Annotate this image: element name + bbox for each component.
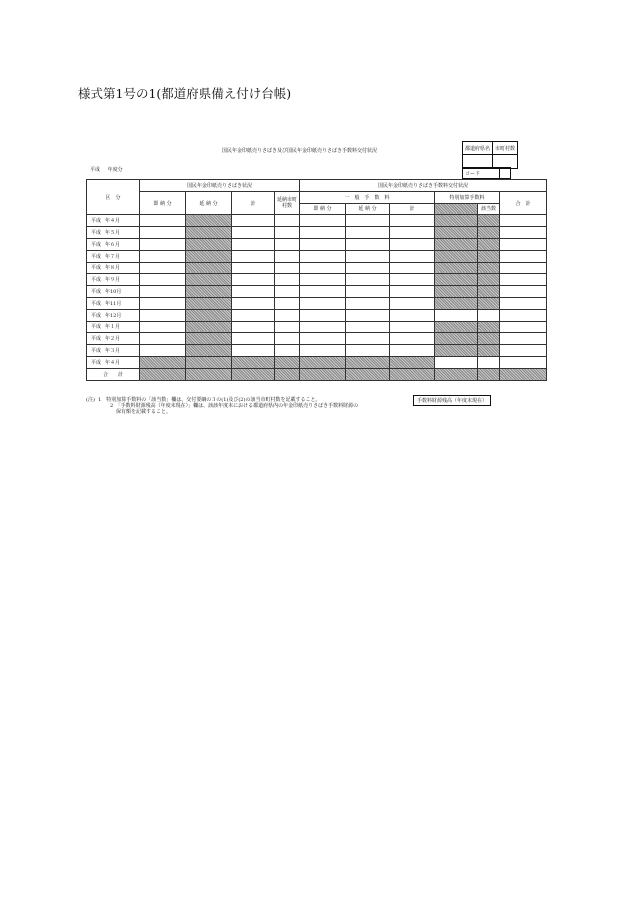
row-cell[interactable] bbox=[275, 250, 300, 262]
row-cell[interactable] bbox=[186, 309, 232, 321]
row-cell[interactable] bbox=[500, 286, 547, 298]
row-cell[interactable] bbox=[140, 309, 186, 321]
row-label bbox=[87, 227, 140, 239]
row-label bbox=[87, 356, 140, 368]
row-cell[interactable] bbox=[346, 286, 390, 298]
row-cell[interactable] bbox=[478, 227, 500, 239]
row-cell[interactable] bbox=[275, 238, 300, 250]
category-header: 区 分 bbox=[87, 180, 140, 215]
row-cell[interactable] bbox=[186, 297, 232, 309]
row-cell[interactable] bbox=[232, 309, 275, 321]
sheet-title: 国民年金印紙売りさばき及び国民年金印紙売りさばき手数料交付状況 bbox=[222, 148, 378, 154]
row-cell[interactable] bbox=[300, 321, 346, 333]
row-cell[interactable] bbox=[435, 356, 478, 368]
row-cell[interactable] bbox=[232, 297, 275, 309]
row-cell[interactable] bbox=[275, 309, 300, 321]
row-cell[interactable] bbox=[232, 274, 275, 286]
row-cell[interactable] bbox=[140, 356, 186, 368]
row-month: 年４月 bbox=[105, 359, 121, 366]
code-value[interactable] bbox=[500, 168, 511, 179]
row-cell[interactable] bbox=[346, 215, 390, 227]
form-title: 様式第1号の1(都道府県備え付け台帳) bbox=[78, 86, 292, 101]
row-cell[interactable] bbox=[140, 286, 186, 298]
row-era: 平成 bbox=[91, 312, 102, 319]
row-month: 年４月 bbox=[105, 218, 121, 225]
applicable-header: 該当数 bbox=[478, 203, 500, 215]
row-cell[interactable] bbox=[300, 227, 346, 239]
row-cell[interactable] bbox=[140, 262, 186, 274]
row-cell[interactable] bbox=[300, 356, 346, 368]
row-label bbox=[87, 333, 140, 345]
total-cell bbox=[300, 368, 346, 380]
code-label: コード bbox=[463, 168, 500, 179]
row-cell[interactable] bbox=[140, 238, 186, 250]
row-cell[interactable] bbox=[300, 345, 346, 357]
row-cell[interactable] bbox=[232, 286, 275, 298]
fee-immediate-header: 即 納 分 bbox=[300, 203, 346, 215]
row-cell[interactable] bbox=[346, 274, 390, 286]
row-cell[interactable] bbox=[275, 297, 300, 309]
row-cell[interactable] bbox=[186, 333, 232, 345]
row-cell[interactable] bbox=[478, 297, 500, 309]
grand-total-header: 合 計 bbox=[500, 191, 547, 215]
table-row bbox=[87, 345, 547, 357]
code-box bbox=[462, 167, 511, 179]
special-fee-amount-header bbox=[435, 203, 478, 215]
row-cell[interactable] bbox=[346, 238, 390, 250]
row-month: 年２月 bbox=[105, 336, 121, 343]
row-cell[interactable] bbox=[275, 286, 300, 298]
table-row bbox=[87, 238, 547, 250]
row-cell[interactable] bbox=[390, 309, 435, 321]
row-cell[interactable] bbox=[390, 250, 435, 262]
row-cell[interactable] bbox=[478, 333, 500, 345]
row-cell[interactable] bbox=[275, 227, 300, 239]
row-cell[interactable] bbox=[275, 356, 300, 368]
row-cell[interactable] bbox=[478, 250, 500, 262]
row-cell[interactable] bbox=[390, 321, 435, 333]
row-era: 平成 bbox=[91, 277, 102, 284]
row-cell[interactable] bbox=[346, 250, 390, 262]
row-label bbox=[87, 250, 140, 262]
table-row bbox=[87, 250, 547, 262]
total-cell bbox=[275, 368, 300, 380]
row-cell[interactable] bbox=[500, 238, 547, 250]
row-month: 年８月 bbox=[105, 265, 121, 272]
row-cell[interactable] bbox=[346, 345, 390, 357]
row-cell[interactable] bbox=[390, 262, 435, 274]
row-cell[interactable] bbox=[435, 286, 478, 298]
row-cell[interactable] bbox=[140, 345, 186, 357]
stamp-sales-header: 国民年金印紙売りさばき状況 bbox=[140, 180, 300, 192]
row-cell[interactable] bbox=[232, 333, 275, 345]
row-cell[interactable] bbox=[500, 227, 547, 239]
immediate-header: 即 納 分 bbox=[140, 191, 186, 215]
row-cell[interactable] bbox=[435, 321, 478, 333]
table-row bbox=[87, 227, 547, 239]
row-cell[interactable] bbox=[140, 250, 186, 262]
total-cell bbox=[390, 368, 435, 380]
row-cell[interactable] bbox=[232, 238, 275, 250]
row-cell[interactable] bbox=[300, 250, 346, 262]
prefecture-box bbox=[462, 141, 518, 169]
row-cell[interactable] bbox=[300, 262, 346, 274]
row-cell[interactable] bbox=[478, 262, 500, 274]
row-cell[interactable] bbox=[500, 345, 547, 357]
row-cell[interactable] bbox=[390, 274, 435, 286]
row-era: 平成 bbox=[91, 300, 102, 307]
row-cell[interactable] bbox=[390, 345, 435, 357]
row-cell[interactable] bbox=[232, 250, 275, 262]
row-cell[interactable] bbox=[232, 227, 275, 239]
row-cell[interactable] bbox=[140, 215, 186, 227]
row-cell[interactable] bbox=[390, 297, 435, 309]
row-cell[interactable] bbox=[500, 262, 547, 274]
fiscal-year bbox=[90, 168, 129, 173]
row-cell[interactable] bbox=[186, 227, 232, 239]
row-month: 年９月 bbox=[105, 277, 121, 284]
row-cell[interactable] bbox=[300, 297, 346, 309]
row-era: 平成 bbox=[91, 348, 102, 355]
row-month: 年５月 bbox=[105, 230, 121, 237]
row-label bbox=[87, 274, 140, 286]
row-cell[interactable] bbox=[232, 356, 275, 368]
row-label bbox=[87, 297, 140, 309]
row-cell[interactable] bbox=[500, 321, 547, 333]
total-cell bbox=[186, 368, 232, 380]
row-cell[interactable] bbox=[500, 297, 547, 309]
deferred-munis-header: 延納市町村数 bbox=[275, 191, 300, 215]
total-cell bbox=[232, 368, 275, 380]
row-label bbox=[87, 262, 140, 274]
notes-prefix: (注) bbox=[86, 397, 95, 403]
fee-deferred-header: 延 納 分 bbox=[346, 203, 390, 215]
table-row bbox=[87, 297, 547, 309]
row-cell[interactable] bbox=[478, 215, 500, 227]
table-row bbox=[87, 309, 547, 321]
fee-total-header: 計 bbox=[390, 203, 435, 215]
notes bbox=[86, 397, 358, 415]
row-cell[interactable] bbox=[346, 321, 390, 333]
row-cell[interactable] bbox=[232, 215, 275, 227]
row-cell[interactable] bbox=[478, 321, 500, 333]
row-month: 年11月 bbox=[105, 300, 122, 307]
row-cell[interactable] bbox=[140, 333, 186, 345]
row-cell[interactable] bbox=[435, 345, 478, 357]
row-cell[interactable] bbox=[186, 345, 232, 357]
row-cell[interactable] bbox=[435, 238, 478, 250]
row-cell[interactable] bbox=[435, 262, 478, 274]
row-cell[interactable] bbox=[186, 262, 232, 274]
row-cell[interactable] bbox=[275, 321, 300, 333]
row-label bbox=[87, 215, 140, 227]
row-era: 平成 bbox=[91, 253, 102, 260]
municipality-count-label: 市町村数 bbox=[493, 142, 518, 155]
row-cell[interactable] bbox=[300, 215, 346, 227]
row-cell[interactable] bbox=[140, 297, 186, 309]
row-cell[interactable] bbox=[232, 321, 275, 333]
row-month: 年７月 bbox=[105, 253, 121, 260]
table-row bbox=[87, 262, 547, 274]
row-month: 年６月 bbox=[105, 241, 121, 248]
row-cell[interactable] bbox=[435, 227, 478, 239]
row-cell[interactable] bbox=[435, 309, 478, 321]
table-row bbox=[87, 321, 547, 333]
row-label bbox=[87, 321, 140, 333]
row-cell[interactable] bbox=[140, 227, 186, 239]
row-cell[interactable] bbox=[390, 356, 435, 368]
total-row-label: 合 計 bbox=[87, 368, 140, 380]
general-fee-header: 一 般 手 数 料 bbox=[300, 191, 435, 203]
row-cell[interactable] bbox=[390, 333, 435, 345]
row-cell[interactable] bbox=[346, 297, 390, 309]
note-2-cont: 保有額を記載すること。 bbox=[116, 409, 172, 415]
row-cell[interactable] bbox=[390, 215, 435, 227]
total-cell bbox=[435, 368, 478, 380]
row-cell[interactable] bbox=[435, 333, 478, 345]
row-label bbox=[87, 238, 140, 250]
row-cell[interactable] bbox=[186, 250, 232, 262]
row-cell[interactable] bbox=[186, 215, 232, 227]
row-cell[interactable] bbox=[300, 238, 346, 250]
row-cell[interactable] bbox=[232, 262, 275, 274]
row-label bbox=[87, 345, 140, 357]
row-cell[interactable] bbox=[346, 262, 390, 274]
table-row bbox=[87, 215, 547, 227]
row-cell[interactable] bbox=[300, 286, 346, 298]
row-cell[interactable] bbox=[186, 238, 232, 250]
row-era: 平成 bbox=[91, 265, 102, 272]
table-row bbox=[87, 333, 547, 345]
note-1: 1 特別加算手数料の「該当数」欄は、交付要綱の３の(1)及び(2)の該当市町村数を記載すること。 bbox=[98, 397, 321, 403]
row-cell[interactable] bbox=[346, 356, 390, 368]
row-cell[interactable] bbox=[478, 345, 500, 357]
row-era: 平成 bbox=[91, 324, 102, 331]
deferred-header: 延 納 分 bbox=[186, 191, 232, 215]
ledger-table bbox=[86, 179, 547, 381]
row-cell[interactable] bbox=[300, 309, 346, 321]
row-cell[interactable] bbox=[275, 333, 300, 345]
row-label bbox=[87, 309, 140, 321]
row-cell[interactable] bbox=[478, 286, 500, 298]
row-era: 平成 bbox=[91, 289, 102, 296]
prefecture-label: 都道府県名 bbox=[463, 142, 493, 155]
row-cell[interactable] bbox=[478, 356, 500, 368]
row-cell[interactable] bbox=[435, 215, 478, 227]
fiscal-year-suffix: 年度分 bbox=[107, 167, 123, 173]
row-cell[interactable] bbox=[275, 345, 300, 357]
row-cell[interactable] bbox=[435, 274, 478, 286]
note-2: 2 「手数料財源残高（年度末現在）」欄は、該該年度末における都道府県内の年金印紙売りさばき手数料財源の bbox=[110, 403, 359, 409]
row-era: 平成 bbox=[91, 230, 102, 237]
row-era: 平成 bbox=[91, 359, 102, 366]
row-cell[interactable] bbox=[275, 262, 300, 274]
row-era: 平成 bbox=[91, 241, 102, 248]
row-cell[interactable] bbox=[500, 309, 547, 321]
row-cell[interactable] bbox=[500, 215, 547, 227]
row-cell[interactable] bbox=[478, 238, 500, 250]
row-cell[interactable] bbox=[390, 286, 435, 298]
row-era: 平成 bbox=[91, 336, 102, 343]
total-header: 計 bbox=[232, 191, 275, 215]
special-fee-header: 特別加算手数料 bbox=[435, 191, 500, 203]
fiscal-year-era: 平成 bbox=[90, 167, 101, 173]
row-cell[interactable] bbox=[390, 227, 435, 239]
row-label bbox=[87, 286, 140, 298]
row-cell[interactable] bbox=[478, 274, 500, 286]
row-cell[interactable] bbox=[500, 333, 547, 345]
row-cell[interactable] bbox=[346, 309, 390, 321]
row-cell[interactable] bbox=[435, 250, 478, 262]
row-cell[interactable] bbox=[390, 238, 435, 250]
row-month: 年10月 bbox=[105, 289, 122, 296]
row-cell[interactable] bbox=[186, 356, 232, 368]
row-cell[interactable] bbox=[500, 250, 547, 262]
row-cell[interactable] bbox=[500, 356, 547, 368]
row-month: 年12月 bbox=[105, 312, 122, 319]
table-row bbox=[87, 286, 547, 298]
row-cell[interactable] bbox=[140, 321, 186, 333]
fund-balance-label: 手数料財源残高（年度末現在） bbox=[413, 395, 491, 406]
row-cell[interactable] bbox=[140, 274, 186, 286]
row-cell[interactable] bbox=[186, 321, 232, 333]
row-cell[interactable] bbox=[300, 274, 346, 286]
row-cell[interactable] bbox=[275, 215, 300, 227]
row-cell[interactable] bbox=[435, 297, 478, 309]
row-era: 平成 bbox=[91, 218, 102, 225]
row-cell[interactable] bbox=[275, 274, 300, 286]
row-month: 年３月 bbox=[105, 348, 121, 355]
row-month: 年１月 bbox=[105, 324, 121, 331]
total-cell bbox=[500, 368, 547, 380]
fee-status-header: 国民年金印紙売りさばき手数料交付状況 bbox=[300, 180, 547, 192]
total-cell bbox=[478, 368, 500, 380]
row-cell[interactable] bbox=[346, 227, 390, 239]
row-cell[interactable] bbox=[500, 274, 547, 286]
row-cell[interactable] bbox=[300, 333, 346, 345]
row-cell[interactable] bbox=[186, 286, 232, 298]
total-cell bbox=[140, 368, 186, 380]
table-row bbox=[87, 356, 547, 368]
row-cell[interactable] bbox=[478, 309, 500, 321]
total-cell bbox=[346, 368, 390, 380]
row-cell[interactable] bbox=[232, 345, 275, 357]
row-cell[interactable] bbox=[346, 333, 390, 345]
table-row bbox=[87, 274, 547, 286]
row-cell[interactable] bbox=[186, 274, 232, 286]
